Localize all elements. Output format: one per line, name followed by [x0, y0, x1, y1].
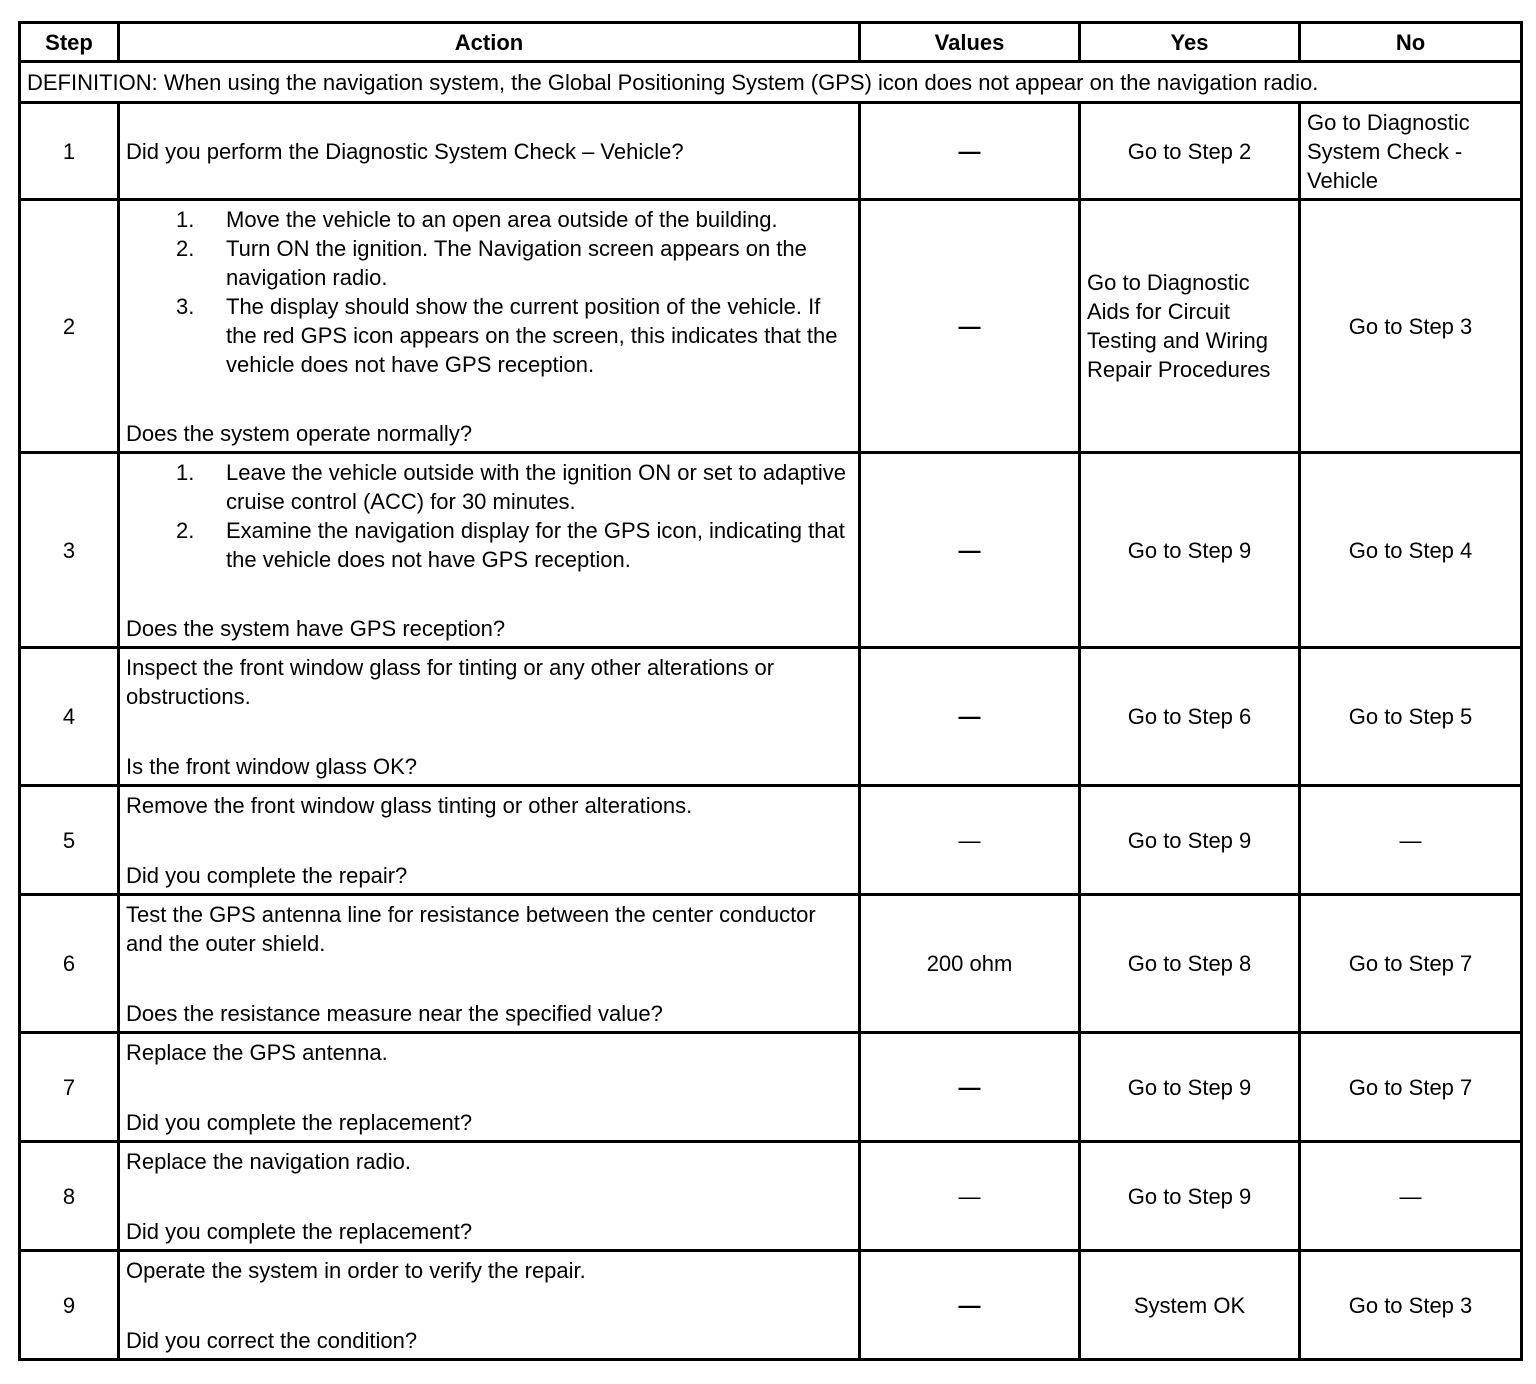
action-instruction: Test the GPS antenna line for resistance between the center conductor and the outer shield. — [126, 901, 816, 956]
action-instruction: Replace the GPS antenna. — [126, 1039, 388, 1065]
action-question: Does the system have GPS reception? — [126, 615, 506, 641]
yes-cell: Go to Step 8 — [1080, 895, 1300, 1033]
no-cell: Go to Step 7 — [1300, 1033, 1522, 1142]
step-number: 6 — [20, 895, 119, 1033]
action-cell — [119, 1251, 860, 1360]
action-cell — [119, 1033, 860, 1142]
action-cell: Did you perform the Diagnostic System Check – Vehicle? — [119, 103, 860, 200]
action-cell — [119, 200, 860, 453]
action-cell — [119, 786, 860, 895]
action-question: Is the front window glass OK? — [126, 753, 418, 779]
action-question: Did you complete the replacement? — [126, 1109, 473, 1135]
action-question: Did you complete the replacement? — [126, 1218, 473, 1244]
no-cell: Go to Step 3 — [1300, 200, 1522, 453]
definition-row — [20, 62, 1522, 103]
values-cell: — — [860, 200, 1080, 453]
step-number: 4 — [20, 648, 119, 786]
action-cell — [119, 895, 860, 1033]
yes-cell: Go to Step 6 — [1080, 648, 1300, 786]
yes-cell: Go to Step 9 — [1080, 453, 1300, 648]
step-number: 9 — [20, 1251, 119, 1360]
no-cell: Go to Step 4 — [1300, 453, 1522, 648]
header-action: Action — [119, 23, 860, 62]
table-row — [20, 103, 1522, 200]
step-number: 1 — [20, 103, 119, 200]
values-cell: — — [860, 1142, 1080, 1251]
yes-cell: Go to Diagnostic Aids for Circuit Testing and Wiring Repair Procedures — [1080, 200, 1300, 453]
action-cell — [119, 453, 860, 648]
table-row — [20, 786, 1522, 895]
list-item: 1. Leave the vehicle outside with the ignition ON or set to adaptive cruise control (ACC) for 30 minutes. — [176, 459, 847, 514]
step-number: 5 — [20, 786, 119, 895]
step-number: 7 — [20, 1033, 119, 1142]
yes-cell: System OK — [1080, 1251, 1300, 1360]
table-row — [20, 453, 1522, 648]
no-cell: — — [1300, 786, 1522, 895]
yes-cell: Go to Step 2 — [1080, 103, 1300, 200]
substep-list — [126, 205, 852, 379]
values-cell: — — [860, 1251, 1080, 1360]
table-row — [20, 648, 1522, 786]
step-number: 8 — [20, 1142, 119, 1251]
no-cell: Go to Step 7 — [1300, 895, 1522, 1033]
action-instruction: Replace the navigation radio. — [126, 1148, 411, 1174]
header-yes: Yes — [1080, 23, 1300, 62]
table-row — [20, 1251, 1522, 1360]
yes-cell: Go to Step 9 — [1080, 1033, 1300, 1142]
yes-cell: Go to Step 9 — [1080, 786, 1300, 895]
values-cell: — — [860, 103, 1080, 200]
header-row — [20, 23, 1522, 62]
action-instruction: Inspect the front window glass for tinting or any other alterations or obstructions. — [126, 654, 775, 709]
no-cell: — — [1300, 1142, 1522, 1251]
values-cell: — — [860, 786, 1080, 895]
action-instruction: Operate the system in order to verify the repair. — [126, 1257, 586, 1283]
table-row — [20, 895, 1522, 1033]
values-cell: 200 ohm — [860, 895, 1080, 1033]
action-question: Does the resistance measure near the specified value? — [126, 1000, 663, 1026]
action-cell — [119, 648, 860, 786]
values-cell: — — [860, 648, 1080, 786]
values-cell: — — [860, 1033, 1080, 1142]
no-cell: Go to Diagnostic System Check - Vehicle — [1300, 103, 1522, 200]
action-instruction: Remove the front window glass tinting or other alterations. — [126, 792, 693, 818]
action-question: Did you correct the condition? — [126, 1327, 418, 1353]
header-step: Step — [20, 23, 119, 62]
step-number: 2 — [20, 200, 119, 453]
values-cell: — — [860, 453, 1080, 648]
header-no: No — [1300, 23, 1522, 62]
table-row — [20, 1142, 1522, 1251]
list-item: 3. The display should show the current position of the vehicle. If the red GPS icon appears on the screen, this indicates that the vehicle does not have GPS reception. — [176, 293, 838, 377]
action-cell — [119, 1142, 860, 1251]
step-number: 3 — [20, 453, 119, 648]
definition-text: DEFINITION: When using the navigation system, the Global Positioning System (GPS) icon does not appear on the navigation radio. — [20, 62, 1522, 103]
no-cell: Go to Step 5 — [1300, 648, 1522, 786]
no-cell: Go to Step 3 — [1300, 1251, 1522, 1360]
action-question: Did you complete the repair? — [126, 862, 408, 888]
list-item: 1. Move the vehicle to an open area outside of the building. — [176, 206, 778, 232]
table-row — [20, 1033, 1522, 1142]
diagnostic-table — [18, 21, 1523, 1361]
header-values: Values — [860, 23, 1080, 62]
action-question: Does the system operate normally? — [126, 420, 473, 446]
table-row — [20, 200, 1522, 453]
list-item: 2. Examine the navigation display for the GPS icon, indicating that the vehicle does not have GPS reception. — [176, 517, 845, 572]
list-item: 2. Turn ON the ignition. The Navigation screen appears on the navigation radio. — [176, 235, 807, 290]
substep-list — [126, 458, 852, 574]
yes-cell: Go to Step 9 — [1080, 1142, 1300, 1251]
